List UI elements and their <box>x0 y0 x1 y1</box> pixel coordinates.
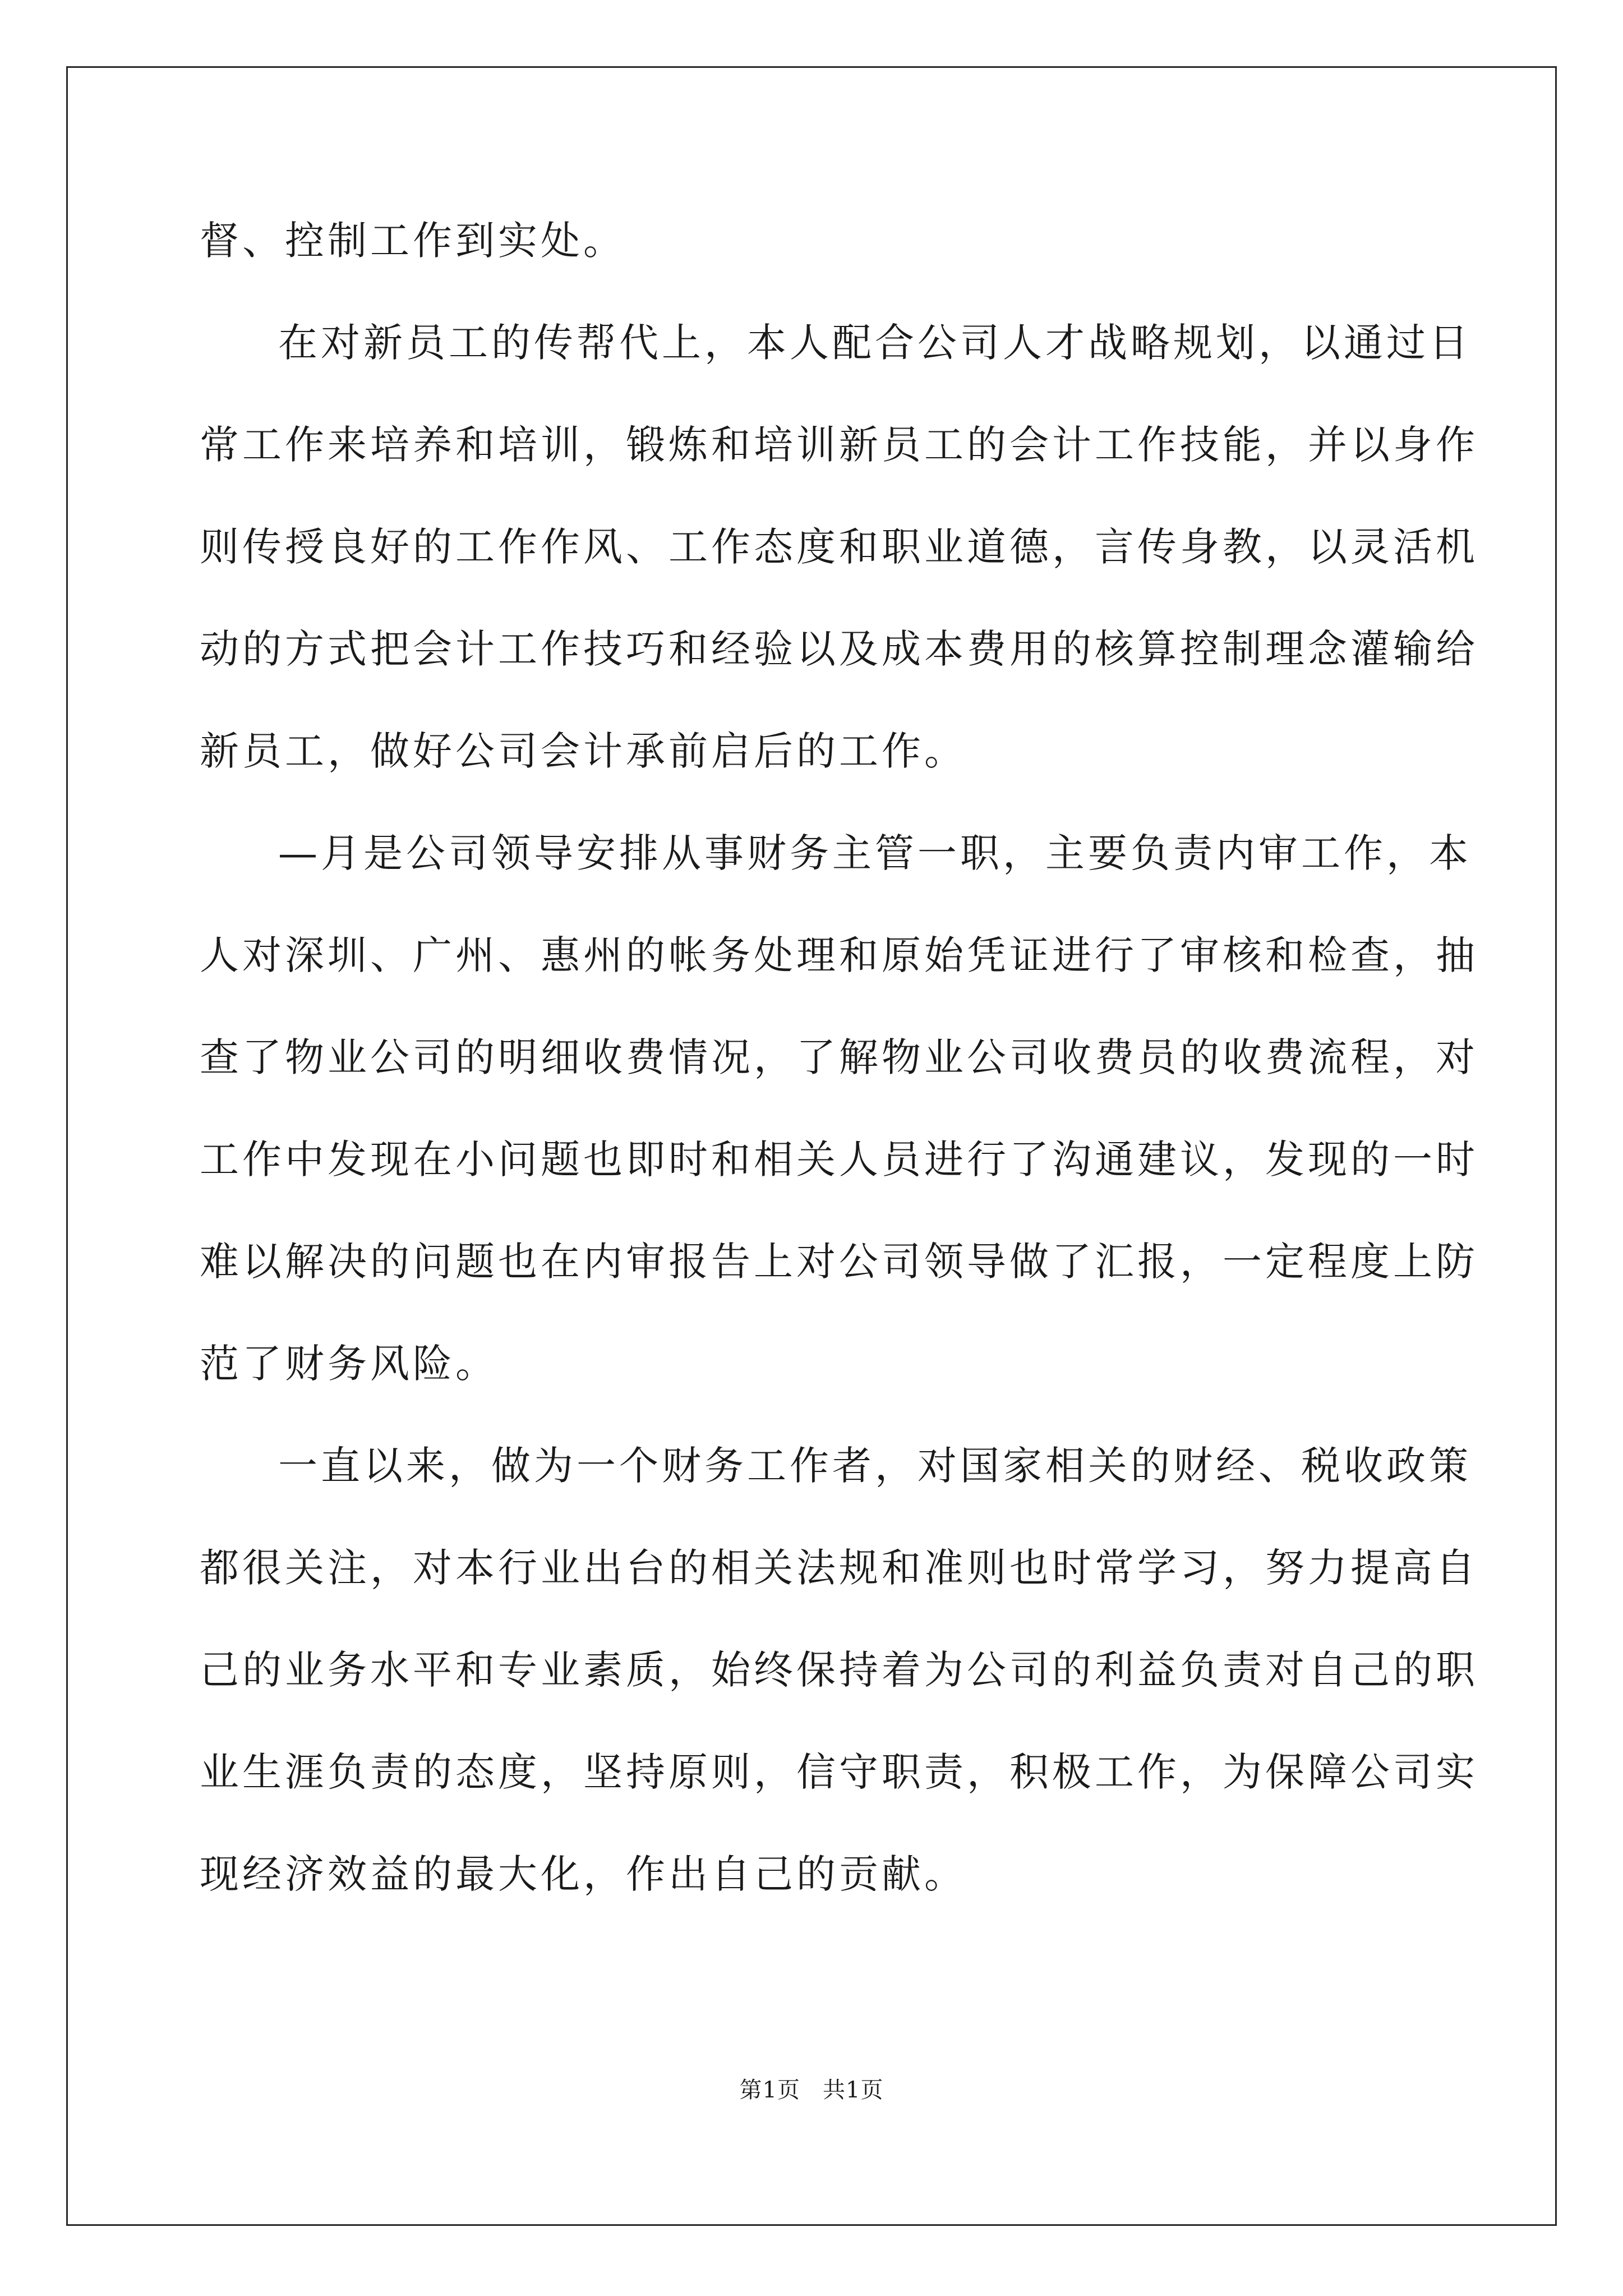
text-line: 查了物业公司的明细收费情况，了解物业公司收费员的收费流程，对 <box>200 1034 1478 1080</box>
paragraph <box>200 802 1478 1415</box>
text-line: 一直以来，做为一个财务工作者，对国家相关的财经、税收政策 <box>278 1443 1472 1489</box>
text-line: 则传授良好的工作作风、工作态度和职业道德，言传身教，以灵活机 <box>200 524 1478 570</box>
paragraph <box>200 1415 1478 1925</box>
text-line: —月是公司领导安排从事财务主管一职，主要负责内审工作，本 <box>278 830 1472 876</box>
text-line: 督、控制工作到实处。 <box>200 218 626 264</box>
text-line: 己的业务水平和专业素质，始终保持着为公司的利益负责对自己的职 <box>200 1647 1478 1693</box>
text-line: 范了财务风险。 <box>200 1341 498 1387</box>
text-line: 人对深圳、广州、惠州的帐务处理和原始凭证进行了审核和检查，抽 <box>200 932 1478 978</box>
text-line: 常工作来培养和培训，锻炼和培训新员工的会计工作技能，并以身作 <box>200 422 1478 468</box>
text-line: 动的方式把会计工作技巧和经验以及成本费用的核算控制理念灌输给 <box>200 626 1478 672</box>
text-line: 新员工，做好公司会计承前启后的工作。 <box>200 728 967 774</box>
text-line: 在对新员工的传帮代上，本人配合公司人才战略规划，以通过日 <box>278 320 1472 366</box>
paragraph <box>200 292 1478 802</box>
document-body <box>200 190 1478 1925</box>
text-line: 难以解决的问题也在内审报告上对公司领导做了汇报，一定程度上防 <box>200 1239 1478 1285</box>
text-line: 业生涯负责的态度，坚持原则，信守职责，积极工作，为保障公司实 <box>200 1749 1478 1795</box>
text-line: 现经济效益的最大化，作出自己的贡献。 <box>200 1851 967 1897</box>
page-number: 第1页 <box>739 2077 800 2103</box>
text-line: 工作中发现在小问题也即时和相关人员进行了沟通建议，发现的一时 <box>200 1137 1478 1182</box>
page-footer <box>0 2072 1623 2104</box>
paragraph <box>200 190 1431 292</box>
page-total: 共1页 <box>823 2077 884 2103</box>
text-line: 都很关注，对本行业出台的相关法规和准则也时常学习，努力提高自 <box>200 1545 1478 1591</box>
